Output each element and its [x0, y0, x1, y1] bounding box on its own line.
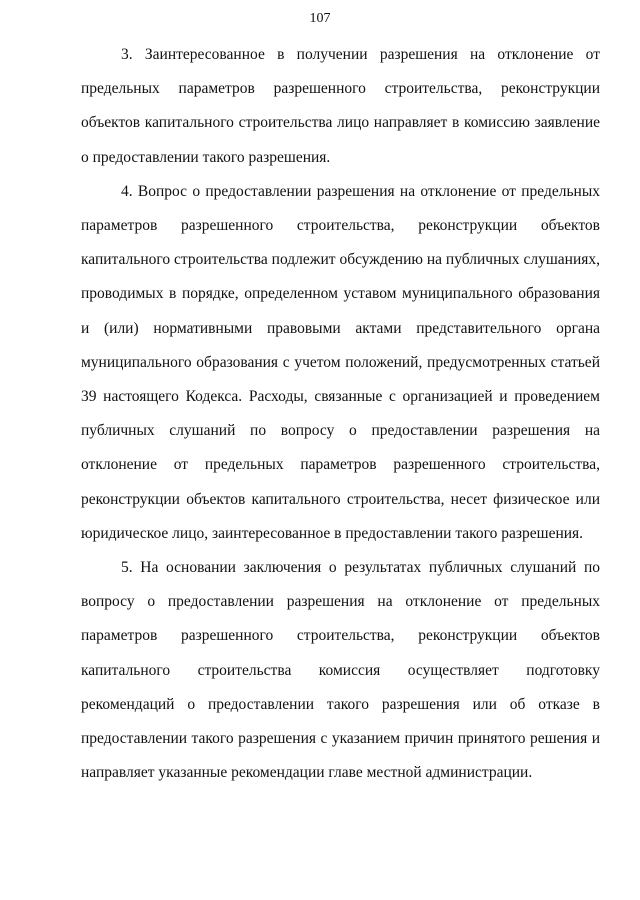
document-body — [81, 38, 600, 790]
paragraph-5: 5. На основании заключения о результатах публичных слушаний по вопросу о предоставлении разрешения на отклонение от предельных параметров разрешенного строительства, реконструкции объектов капитального строительства комиссия осуществляет подготовку рекомендаций о предоставлении такого разрешения или об отказе в предоставлении такого разрешения с указанием причин принятого решения и направляет указанные рекомендации главе местной администрации. — [81, 559, 600, 782]
paragraph-4: 4. Вопрос о предоставлении разрешения на отклонение от предельных параметров разрешенного строительства, реконструкции объектов капитального строительства подлежит обсуждению на публичных слушаниях, проводимых в порядке, определенном уставом муниципального образования и (или) нормативными правовыми актами представительного органа муниципального образования с учетом положений, предусмотренных статьей 39 настоящего Кодекса. Расходы, связанные с организацией и проведением публичных слушаний по вопросу о предоставлении разрешения на отклонение от предельных параметров разрешенного строительства, реконструкции объектов капитального строительства, несет физическое или юридическое лицо, заинтересованное в предоставлении такого разрешения. — [81, 182, 600, 542]
page-number: 107 — [309, 11, 331, 26]
paragraph-3: 3. Заинтересованное в получении разрешения на отклонение от предельных параметров разрешенного строительства, реконструкции объектов капитального строительства лицо направляет в комиссию заявление о предоставлении такого разрешения. — [81, 46, 600, 166]
